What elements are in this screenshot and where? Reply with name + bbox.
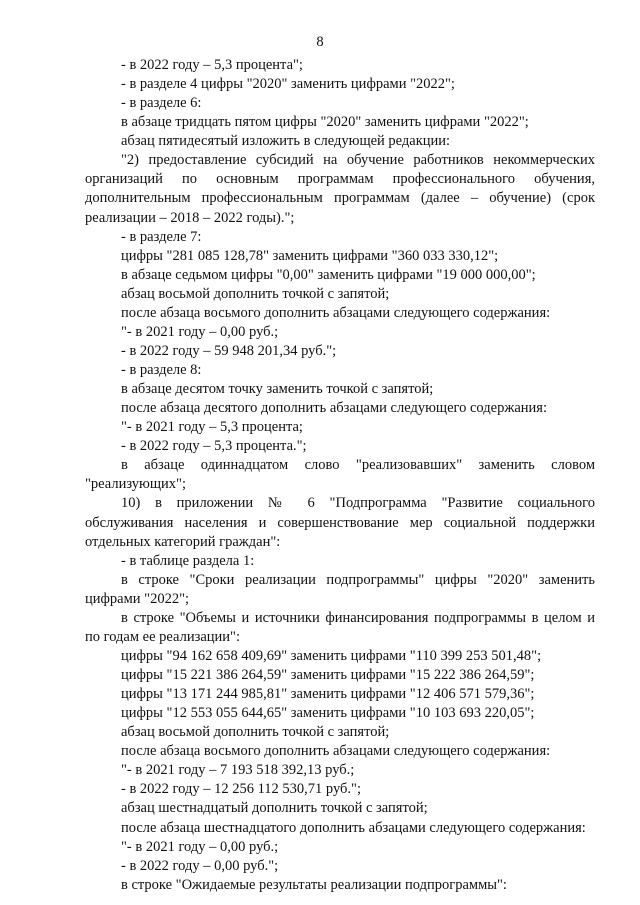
paragraph: в строке "Ожидаемые результаты реализации подпрограммы":: [121, 876, 507, 893]
paragraph: абзац восьмой дополнить точкой с запятой;: [121, 724, 390, 741]
paragraph: после абзаца десятого дополнить абзацами следующего содержания:: [121, 400, 547, 417]
paragraph: в строке "Сроки реализации подпрограммы" цифры "2020" заменить цифрами "2022";: [85, 571, 595, 607]
paragraph: - в разделе 4 цифры "2020" заменить цифрами "2022";: [121, 76, 455, 93]
paragraph: - в 2022 году – 0,00 руб.";: [121, 857, 279, 874]
paragraph: - в 2022 году – 5,3 процента";: [121, 57, 303, 73]
paragraph: "- в 2021 году – 7 193 518 392,13 руб.;: [121, 762, 355, 779]
paragraph: после абзаца шестнадцатого дополнить абзацами следующего содержания:: [121, 819, 586, 836]
paragraph: "- в 2021 году – 0,00 руб.;: [121, 323, 279, 340]
paragraph: после абзаца восьмого дополнить абзацами следующего содержания:: [121, 304, 551, 321]
paragraph: цифры "94 162 658 409,69" заменить цифрами "110 399 253 501,48";: [121, 647, 542, 664]
paragraph: - в разделе 7:: [121, 228, 202, 245]
document-body: [85, 56, 595, 895]
paragraph: в абзаце одиннадцатом слово "реализовавших" заменить словом "реализующих";: [85, 457, 595, 493]
paragraph: в абзаце десятом точку заменить точкой с запятой;: [121, 381, 434, 398]
paragraph: в строке "Объемы и источники финансирования подпрограммы в целом и по годам ее реализации":: [85, 609, 595, 645]
paragraph: - в разделе 8:: [121, 362, 202, 378]
paragraph: - в 2022 году – 12 256 112 530,71 руб.";: [121, 781, 362, 798]
paragraph: - в 2022 году – 59 948 201,34 руб.";: [121, 342, 337, 359]
paragraph: - в разделе 6:: [121, 95, 202, 112]
page-number: 8: [316, 34, 324, 50]
paragraph: 10) в приложении № 6 "Подпрограмма "Развитие социального обслуживания населения и совершенствование мер социальной поддержки отдельных категорий граждан":: [85, 495, 595, 550]
paragraph: цифры "15 221 386 264,59" заменить цифрами "15 222 386 264,59";: [121, 667, 535, 683]
paragraph: абзац пятидесятый изложить в следующей редакции:: [121, 133, 451, 150]
paragraph: цифры "281 085 128,78" заменить цифрами "360 033 330,12";: [121, 247, 499, 264]
paragraph: после абзаца восьмого дополнить абзацами следующего содержания:: [121, 743, 551, 760]
paragraph: цифры "13 171 244 985,81" заменить цифрами "12 406 571 579,36";: [121, 686, 535, 703]
paragraph: абзац восьмой дополнить точкой с запятой;: [121, 285, 390, 302]
paragraph: "- в 2021 году – 5,3 процента;: [121, 419, 303, 436]
paragraph: цифры "12 553 055 644,65" заменить цифрами "10 103 693 220,05";: [121, 705, 535, 722]
paragraph: в абзаце тридцать пятом цифры "2020" заменить цифрами "2022";: [121, 114, 529, 131]
paragraph: абзац шестнадцатый дополнить точкой с запятой;: [121, 800, 428, 817]
paragraph: в абзаце седьмом цифры "0,00" заменить цифрами "19 000 000,00";: [121, 266, 536, 283]
paragraph: - в таблице раздела 1:: [121, 552, 255, 569]
paragraph: - в 2022 году – 5,3 процента.";: [121, 438, 307, 455]
paragraph: "- в 2021 году – 0,00 руб.;: [121, 838, 279, 855]
paragraph: "2) предоставление субсидий на обучение работников некоммерческих организаций по основным программам профессионального обучения, дополнительным профессиональным программам (далее – обучение) (срок реализации – 2018 – 2022 годы).";: [85, 152, 595, 226]
